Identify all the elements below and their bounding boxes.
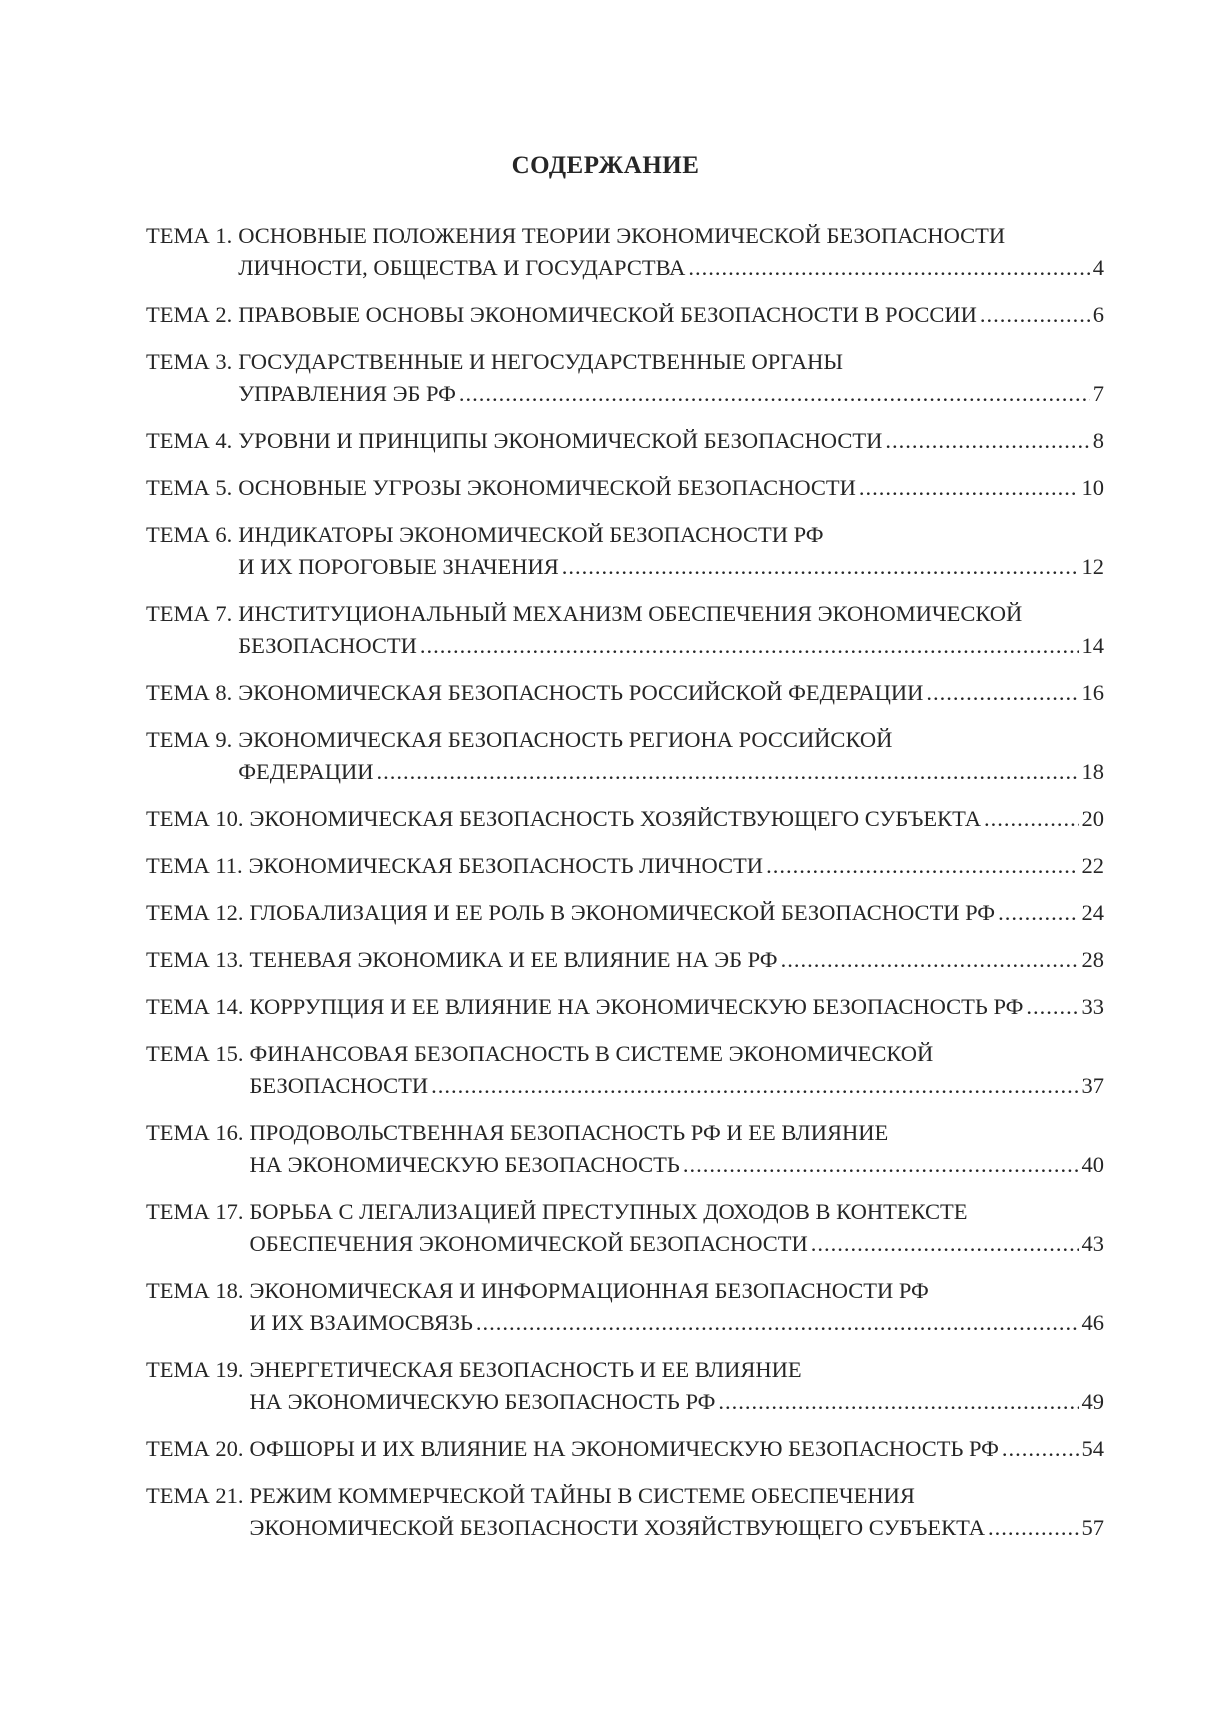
toc-entry-title: И ИХ ВЗАИМОСВЯЗЬ [249,1310,473,1335]
toc-page-number: 8 [1092,428,1104,453]
toc-entry-number: ТЕМА 12. [146,900,244,925]
toc-page-number: 10 [1081,475,1104,500]
page-title: СОДЕРЖАНИЕ [511,152,700,179]
toc-entry-number: ТЕМА 6. [146,522,233,547]
dot-leader [420,630,1079,662]
toc-entry-continuation-line [146,756,1104,788]
toc-entry-title: ОБЕСПЕЧЕНИЯ ЭКОНОМИЧЕСКОЙ БЕЗОПАСНОСТИ [249,1231,808,1256]
toc-page-number: 24 [1081,900,1104,925]
toc-entry[interactable] [146,803,1104,835]
toc-entry-first-line [146,346,1104,378]
toc-entry-number: ТЕМА 21. [146,1483,244,1508]
dot-leader [998,897,1078,929]
toc-entry-first-line [146,1275,1104,1307]
toc-entry[interactable] [146,677,1104,709]
dot-leader [984,803,1079,835]
toc-entry-number: ТЕМА 9. [146,727,233,752]
toc-entry-title: БЕЗОПАСНОСТИ [249,1073,429,1098]
toc-entry[interactable] [146,1038,1104,1102]
toc-page-number: 40 [1081,1152,1104,1177]
toc-entry-continuation-line [146,378,1104,410]
toc-entry-title: И ИХ ПОРОГОВЫЕ ЗНАЧЕНИЯ [238,554,559,579]
toc-entry-title: РЕЖИМ КОММЕРЧЕСКОЙ ТАЙНЫ В СИСТЕМЕ ОБЕСПЕЧЕНИЯ [249,1483,915,1508]
toc-entry-first-line [146,472,1104,504]
toc-entry-number: ТЕМА 4. [146,428,233,453]
toc-entry-title: КОРРУПЦИЯ И ЕЕ ВЛИЯНИЕ НА ЭКОНОМИЧЕСКУЮ БЕЗОПАСНОСТЬ РФ [249,994,1024,1019]
toc-entry-title: ЭКОНОМИЧЕСКАЯ И ИНФОРМАЦИОННАЯ БЕЗОПАСНОСТИ РФ [249,1278,929,1303]
toc-entry[interactable] [146,991,1104,1023]
dot-leader [926,677,1078,709]
toc-entry[interactable] [146,472,1104,504]
toc-entry-number: ТЕМА 17. [146,1199,244,1224]
toc-entry-first-line [146,519,1104,551]
toc-entry-number: ТЕМА 8. [146,680,233,705]
toc-entry[interactable] [146,1117,1104,1181]
toc-entry-title: ЭКОНОМИЧЕСКАЯ БЕЗОПАСНОСТЬ РОССИЙСКОЙ ФЕДЕРАЦИИ [238,680,924,705]
toc-page-number: 37 [1081,1073,1104,1098]
toc-entry[interactable] [146,519,1104,583]
toc-entry-title: НА ЭКОНОМИЧЕСКУЮ БЕЗОПАСНОСТЬ РФ [249,1389,716,1414]
toc-entry-first-line [146,598,1104,630]
toc-entry-first-line [146,677,1104,709]
toc-page-number: 28 [1081,947,1104,972]
dot-leader [688,252,1089,284]
toc-entry[interactable] [146,724,1104,788]
toc-entry-first-line [146,425,1104,457]
toc-entry-number: ТЕМА 7. [146,601,233,626]
toc-entry-number: ТЕМА 3. [146,349,233,374]
dot-leader [431,1070,1078,1102]
toc-entry-number: ТЕМА 2. [146,302,233,327]
toc-entry-number: ТЕМА 14. [146,994,244,1019]
toc-entry[interactable] [146,598,1104,662]
toc-entry-title: БОРЬБА С ЛЕГАЛИЗАЦИЕЙ ПРЕСТУПНЫХ ДОХОДОВ В КОНТЕКСТЕ [249,1199,968,1224]
toc-entry-first-line [146,724,1104,756]
toc-entry-title: ПРОДОВОЛЬСТВЕННАЯ БЕЗОПАСНОСТЬ РФ И ЕЕ ВЛИЯНИЕ [249,1120,889,1145]
toc-entry-number: ТЕМА 19. [146,1357,244,1382]
table-of-contents [146,220,1104,1559]
toc-page-number: 46 [1081,1310,1104,1335]
toc-entry-number: ТЕМА 10. [146,806,244,831]
toc-entry-number: ТЕМА 16. [146,1120,244,1145]
toc-entry-continuation-line [146,630,1104,662]
toc-entry[interactable] [146,346,1104,410]
toc-page-number: 20 [1081,806,1104,831]
dot-leader [562,551,1079,583]
dot-leader [683,1149,1079,1181]
toc-entry-title: ПРАВОВЫЕ ОСНОВЫ ЭКОНОМИЧЕСКОЙ БЕЗОПАСНОСТИ В РОССИИ [238,302,977,327]
toc-page-number: 43 [1081,1231,1104,1256]
toc-entry[interactable] [146,850,1104,882]
toc-page-number: 18 [1081,759,1104,784]
dot-leader [377,756,1079,788]
toc-entry-continuation-line [146,1070,1104,1102]
toc-entry-first-line [146,1117,1104,1149]
toc-page-number: 14 [1081,633,1104,658]
toc-entry-first-line [146,1354,1104,1386]
toc-entry-title: ЭКОНОМИЧЕСКАЯ БЕЗОПАСНОСТЬ РЕГИОНА РОССИЙСКОЙ [238,727,893,752]
toc-entry-continuation-line [146,1386,1104,1418]
toc-entry-first-line [146,1196,1104,1228]
toc-entry-number: ТЕМА 11. [146,853,243,878]
toc-entry-continuation-line [146,1512,1104,1544]
toc-entry[interactable] [146,1275,1104,1339]
toc-entry-first-line [146,299,1104,331]
toc-entry-title: ЭНЕРГЕТИЧЕСКАЯ БЕЗОПАСНОСТЬ И ЕЕ ВЛИЯНИЕ [249,1357,802,1382]
toc-entry[interactable] [146,425,1104,457]
toc-entry-title: ИНСТИТУЦИОНАЛЬНЫЙ МЕХАНИЗМ ОБЕСПЕЧЕНИЯ ЭКОНОМИЧЕСКОЙ [238,601,1023,626]
toc-page-number: 12 [1081,554,1104,579]
dot-leader [1026,991,1078,1023]
toc-entry-title: ФИНАНСОВАЯ БЕЗОПАСНОСТЬ В СИСТЕМЕ ЭКОНОМИЧЕСКОЙ [249,1041,934,1066]
toc-entry-first-line [146,220,1104,252]
toc-entry-title: ГЛОБАЛИЗАЦИЯ И ЕЕ РОЛЬ В ЭКОНОМИЧЕСКОЙ БЕЗОПАСНОСТИ РФ [249,900,996,925]
toc-entry-number: ТЕМА 15. [146,1041,244,1066]
toc-entry-title: ГОСУДАРСТВЕННЫЕ И НЕГОСУДАРСТВЕННЫЕ ОРГАНЫ [238,349,843,374]
toc-entry-number: ТЕМА 20. [146,1436,244,1461]
toc-page-number: 6 [1092,302,1104,327]
toc-page-number: 49 [1081,1389,1104,1414]
toc-entry-title: ОФШОРЫ И ИХ ВЛИЯНИЕ НА ЭКОНОМИЧЕСКУЮ БЕЗОПАСНОСТЬ РФ [249,1436,999,1461]
toc-entry-continuation-line [146,1149,1104,1181]
toc-page-number: 33 [1081,994,1104,1019]
dot-leader [980,299,1090,331]
toc-entry[interactable] [146,1354,1104,1418]
toc-entry-title: ОСНОВНЫЕ ПОЛОЖЕНИЯ ТЕОРИИ ЭКОНОМИЧЕСКОЙ БЕЗОПАСНОСТИ [238,223,1006,248]
toc-entry-title: ЭКОНОМИЧЕСКОЙ БЕЗОПАСНОСТИ ХОЗЯЙСТВУЮЩЕГО СУБЪЕКТА [249,1515,985,1540]
toc-entry-title: БЕЗОПАСНОСТИ [238,633,417,658]
dot-leader [988,1512,1079,1544]
toc-page-number: 7 [1092,381,1104,406]
toc-entry-title: ТЕНЕВАЯ ЭКОНОМИКА И ЕЕ ВЛИЯНИЕ НА ЭБ РФ [249,947,778,972]
dot-leader [459,378,1090,410]
toc-page-number: 57 [1081,1515,1104,1540]
toc-entry-number: ТЕМА 5. [146,475,233,500]
toc-entry[interactable] [146,1196,1104,1260]
toc-page-number: 22 [1081,853,1104,878]
toc-entry-continuation-line [146,1228,1104,1260]
toc-entry[interactable] [146,220,1104,284]
toc-entry-title: ЭКОНОМИЧЕСКАЯ БЕЗОПАСНОСТЬ ЛИЧНОСТИ [248,853,764,878]
dot-leader [1002,1433,1079,1465]
toc-entry[interactable] [146,1480,1104,1544]
toc-entry-continuation-line [146,551,1104,583]
dot-leader [781,944,1079,976]
toc-entry[interactable] [146,1433,1104,1465]
dot-leader [476,1307,1079,1339]
toc-entry-first-line [146,944,1104,976]
toc-page-number: 4 [1092,255,1104,280]
toc-page-number: 16 [1081,680,1104,705]
toc-entry-title: ФЕДЕРАЦИИ [238,759,374,784]
dot-leader [766,850,1078,882]
toc-entry-number: ТЕМА 1. [146,223,233,248]
toc-entry[interactable] [146,944,1104,976]
toc-entry-first-line [146,803,1104,835]
toc-entry-title: НА ЭКОНОМИЧЕСКУЮ БЕЗОПАСНОСТЬ [249,1152,680,1177]
toc-entry-first-line [146,1038,1104,1070]
toc-entry-first-line [146,991,1104,1023]
toc-entry-first-line [146,1480,1104,1512]
dot-leader [859,472,1079,504]
toc-entry-continuation-line [146,252,1104,284]
toc-entry-first-line [146,1433,1104,1465]
dot-leader [885,425,1089,457]
toc-entry-title: ИНДИКАТОРЫ ЭКОНОМИЧЕСКОЙ БЕЗОПАСНОСТИ РФ [238,522,824,547]
dot-leader [811,1228,1079,1260]
dot-leader [718,1386,1078,1418]
toc-entry-title: ОСНОВНЫЕ УГРОЗЫ ЭКОНОМИЧЕСКОЙ БЕЗОПАСНОСТИ [238,475,856,500]
toc-entry-continuation-line [146,1307,1104,1339]
toc-entry[interactable] [146,897,1104,929]
toc-entry-first-line [146,850,1104,882]
toc-entry-number: ТЕМА 18. [146,1278,244,1303]
toc-entry-title: УПРАВЛЕНИЯ ЭБ РФ [238,381,456,406]
toc-entry-title: ЭКОНОМИЧЕСКАЯ БЕЗОПАСНОСТЬ ХОЗЯЙСТВУЮЩЕГО СУБЪЕКТА [249,806,981,831]
toc-entry-number: ТЕМА 13. [146,947,244,972]
toc-page-number: 54 [1081,1436,1104,1461]
toc-entry-first-line [146,897,1104,929]
toc-entry[interactable] [146,299,1104,331]
toc-entry-title: ЛИЧНОСТИ, ОБЩЕСТВА И ГОСУДАРСТВА [238,255,686,280]
toc-entry-title: УРОВНИ И ПРИНЦИПЫ ЭКОНОМИЧЕСКОЙ БЕЗОПАСНОСТИ [238,428,883,453]
